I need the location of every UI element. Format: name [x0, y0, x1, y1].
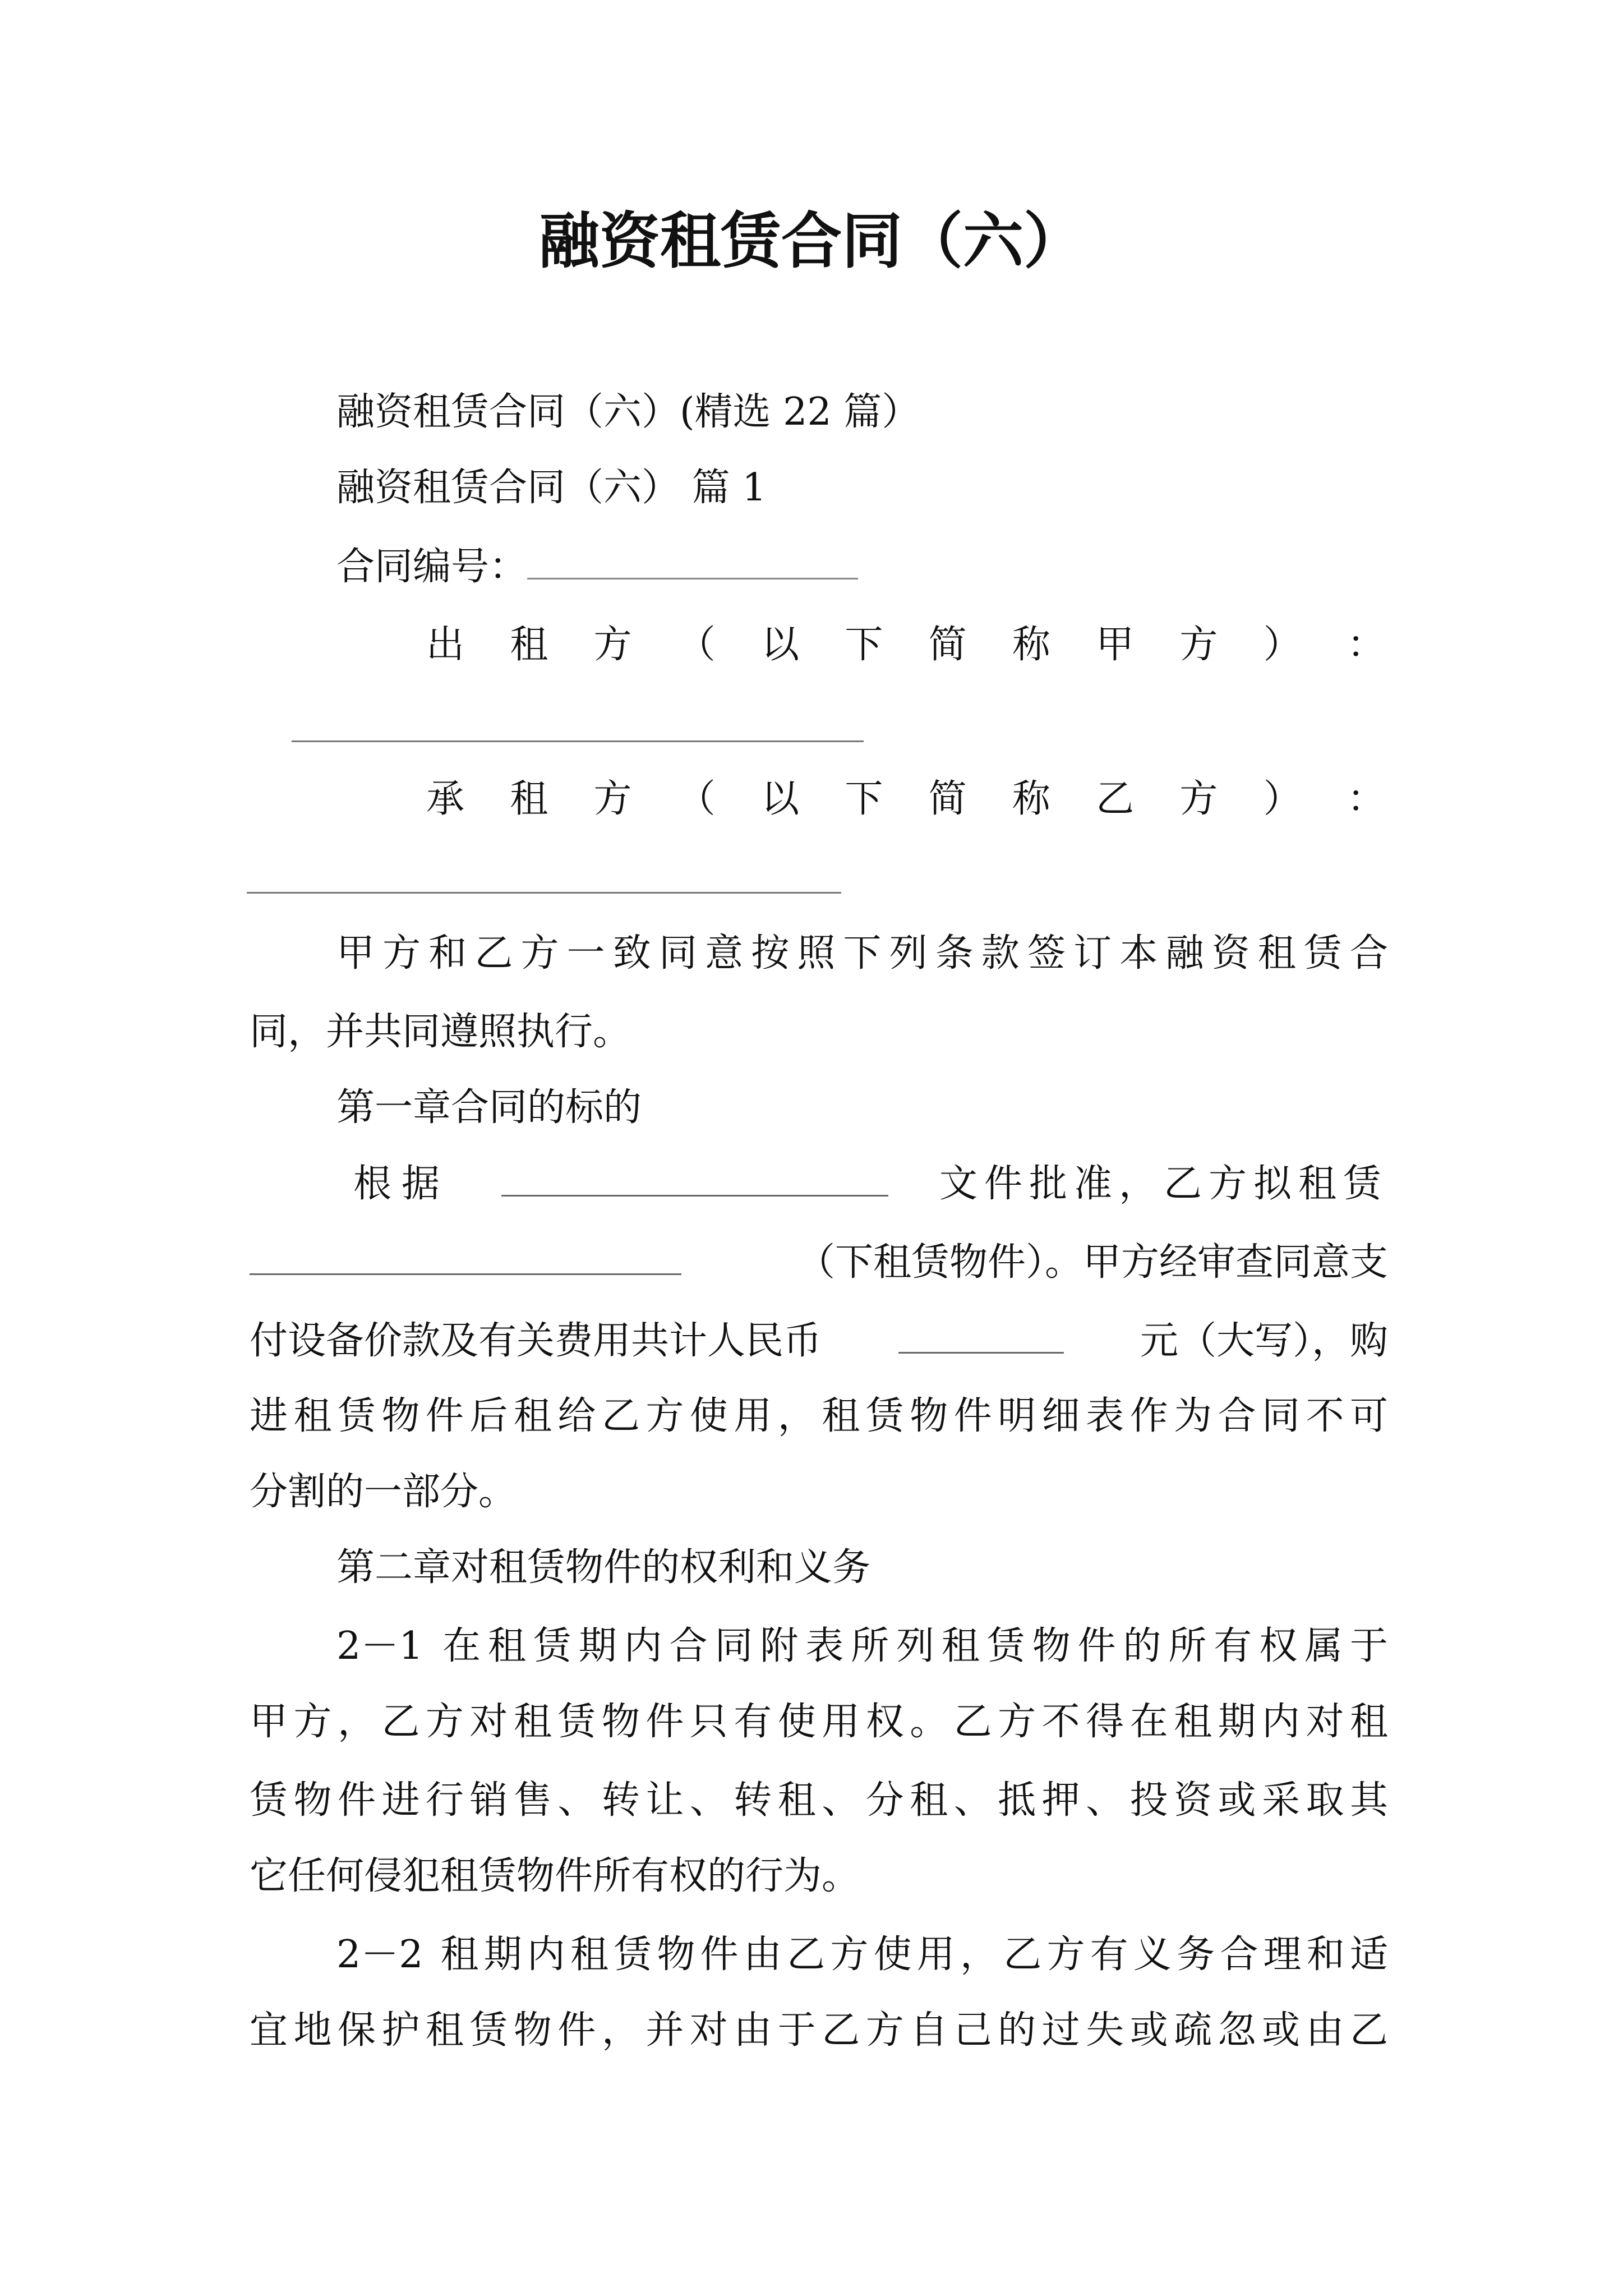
lessee-char: （ — [677, 777, 716, 821]
text-segment: 根据 — [353, 1162, 450, 1206]
lessee-char: 承 — [426, 777, 465, 821]
paragraph-1-line-1: 甲方和乙方一致同意按照下列条款签订本融资租赁合 — [336, 931, 1388, 976]
approval-document-blank[interactable] — [501, 1156, 888, 1197]
lessor-char: ） — [1263, 623, 1302, 667]
chapter-2-title: 第二章对租赁物件的权利和义务 — [336, 1545, 871, 1590]
lessor-char: 方 — [1179, 623, 1218, 667]
lessor-char: 甲 — [1096, 623, 1135, 667]
lessee-char: 下 — [845, 777, 883, 821]
text-segment: 元（大写），购 — [1140, 1319, 1388, 1363]
paragraph-2-line-3 — [250, 1313, 1388, 1369]
lessee-char: 租 — [510, 777, 548, 821]
paragraph-3-line-1: 2－1 在租赁期内合同附表所列租赁物件的所有权属于 — [336, 1624, 1388, 1668]
lessor-char: 出 — [426, 623, 465, 667]
part-heading: 融资租赁合同（六） 篇 1 — [336, 466, 767, 510]
lessor-char: 下 — [845, 623, 883, 667]
lessor-char: 方 — [593, 623, 632, 667]
lessor-char: 称 — [1012, 623, 1050, 667]
lessor-char: 租 — [510, 623, 548, 667]
paragraph-1-line-2: 同，并共同遵照执行。 — [250, 1010, 631, 1054]
contract-number-row — [336, 539, 858, 595]
paragraph-3-line-3: 赁物件进行销售、转让、转租、分租、抵押、投资或采取其 — [250, 1778, 1388, 1823]
leased-item-blank[interactable] — [250, 1234, 681, 1275]
text-segment: 付设备价款及有关费用共计人民币 — [250, 1319, 822, 1363]
lessor-label-row — [426, 617, 1385, 673]
lessee-char: 简 — [928, 777, 967, 821]
contract-number-blank[interactable] — [527, 539, 858, 579]
paragraph-3-line-4: 它任何侵犯租赁物件所有权的行为。 — [250, 1854, 860, 1898]
document-title: 融资租赁合同（六） — [538, 206, 1084, 277]
contract-number-label: 合同编号： — [336, 545, 528, 589]
text-segment: 文件批准，乙方拟租赁 — [939, 1162, 1388, 1206]
paragraph-2-line-5: 分割的一部分。 — [250, 1470, 517, 1514]
lessee-label-row — [426, 771, 1385, 827]
lessee-blank-line[interactable] — [247, 892, 841, 894]
text-segment: （下租赁物件）。甲方经审查同意支 — [796, 1240, 1388, 1285]
chapter-1-title: 第一章合同的标的 — [336, 1085, 642, 1130]
paragraph-4-line-2: 宜地保护租赁物件，并对由于乙方自己的过失或疏忽或由乙 — [250, 2008, 1388, 2053]
lessee-char: ） — [1263, 777, 1302, 821]
lessee-char: 乙 — [1096, 777, 1135, 821]
lessor-char: 简 — [928, 623, 967, 667]
document-subtitle: 融资租赁合同（六）(精选 22 篇） — [336, 390, 920, 434]
lessor-char: 以 — [761, 623, 800, 667]
lessor-char: （ — [677, 623, 716, 667]
lessee-char: 称 — [1012, 777, 1050, 821]
lessor-blank-line[interactable] — [292, 740, 864, 742]
paragraph-3-line-2: 甲方，乙方对租赁物件只有使用权。乙方不得在租期内对租 — [250, 1700, 1388, 1744]
paragraph-2-line-1 — [353, 1156, 1388, 1212]
lessee-char: 方 — [593, 777, 632, 821]
lessee-char: 以 — [761, 777, 800, 821]
paragraph-2-line-4: 进租赁物件后租给乙方使用，租赁物件明细表作为合同不可 — [250, 1394, 1388, 1438]
amount-blank[interactable] — [898, 1313, 1064, 1354]
lessee-char: ： — [1347, 777, 1385, 821]
lessee-char: 方 — [1179, 777, 1218, 821]
lessor-char: ： — [1347, 623, 1385, 667]
paragraph-4-line-1: 2－2 租期内租赁物件由乙方使用，乙方有义务合理和适 — [336, 1932, 1388, 1977]
paragraph-2-line-2 — [250, 1234, 1388, 1291]
